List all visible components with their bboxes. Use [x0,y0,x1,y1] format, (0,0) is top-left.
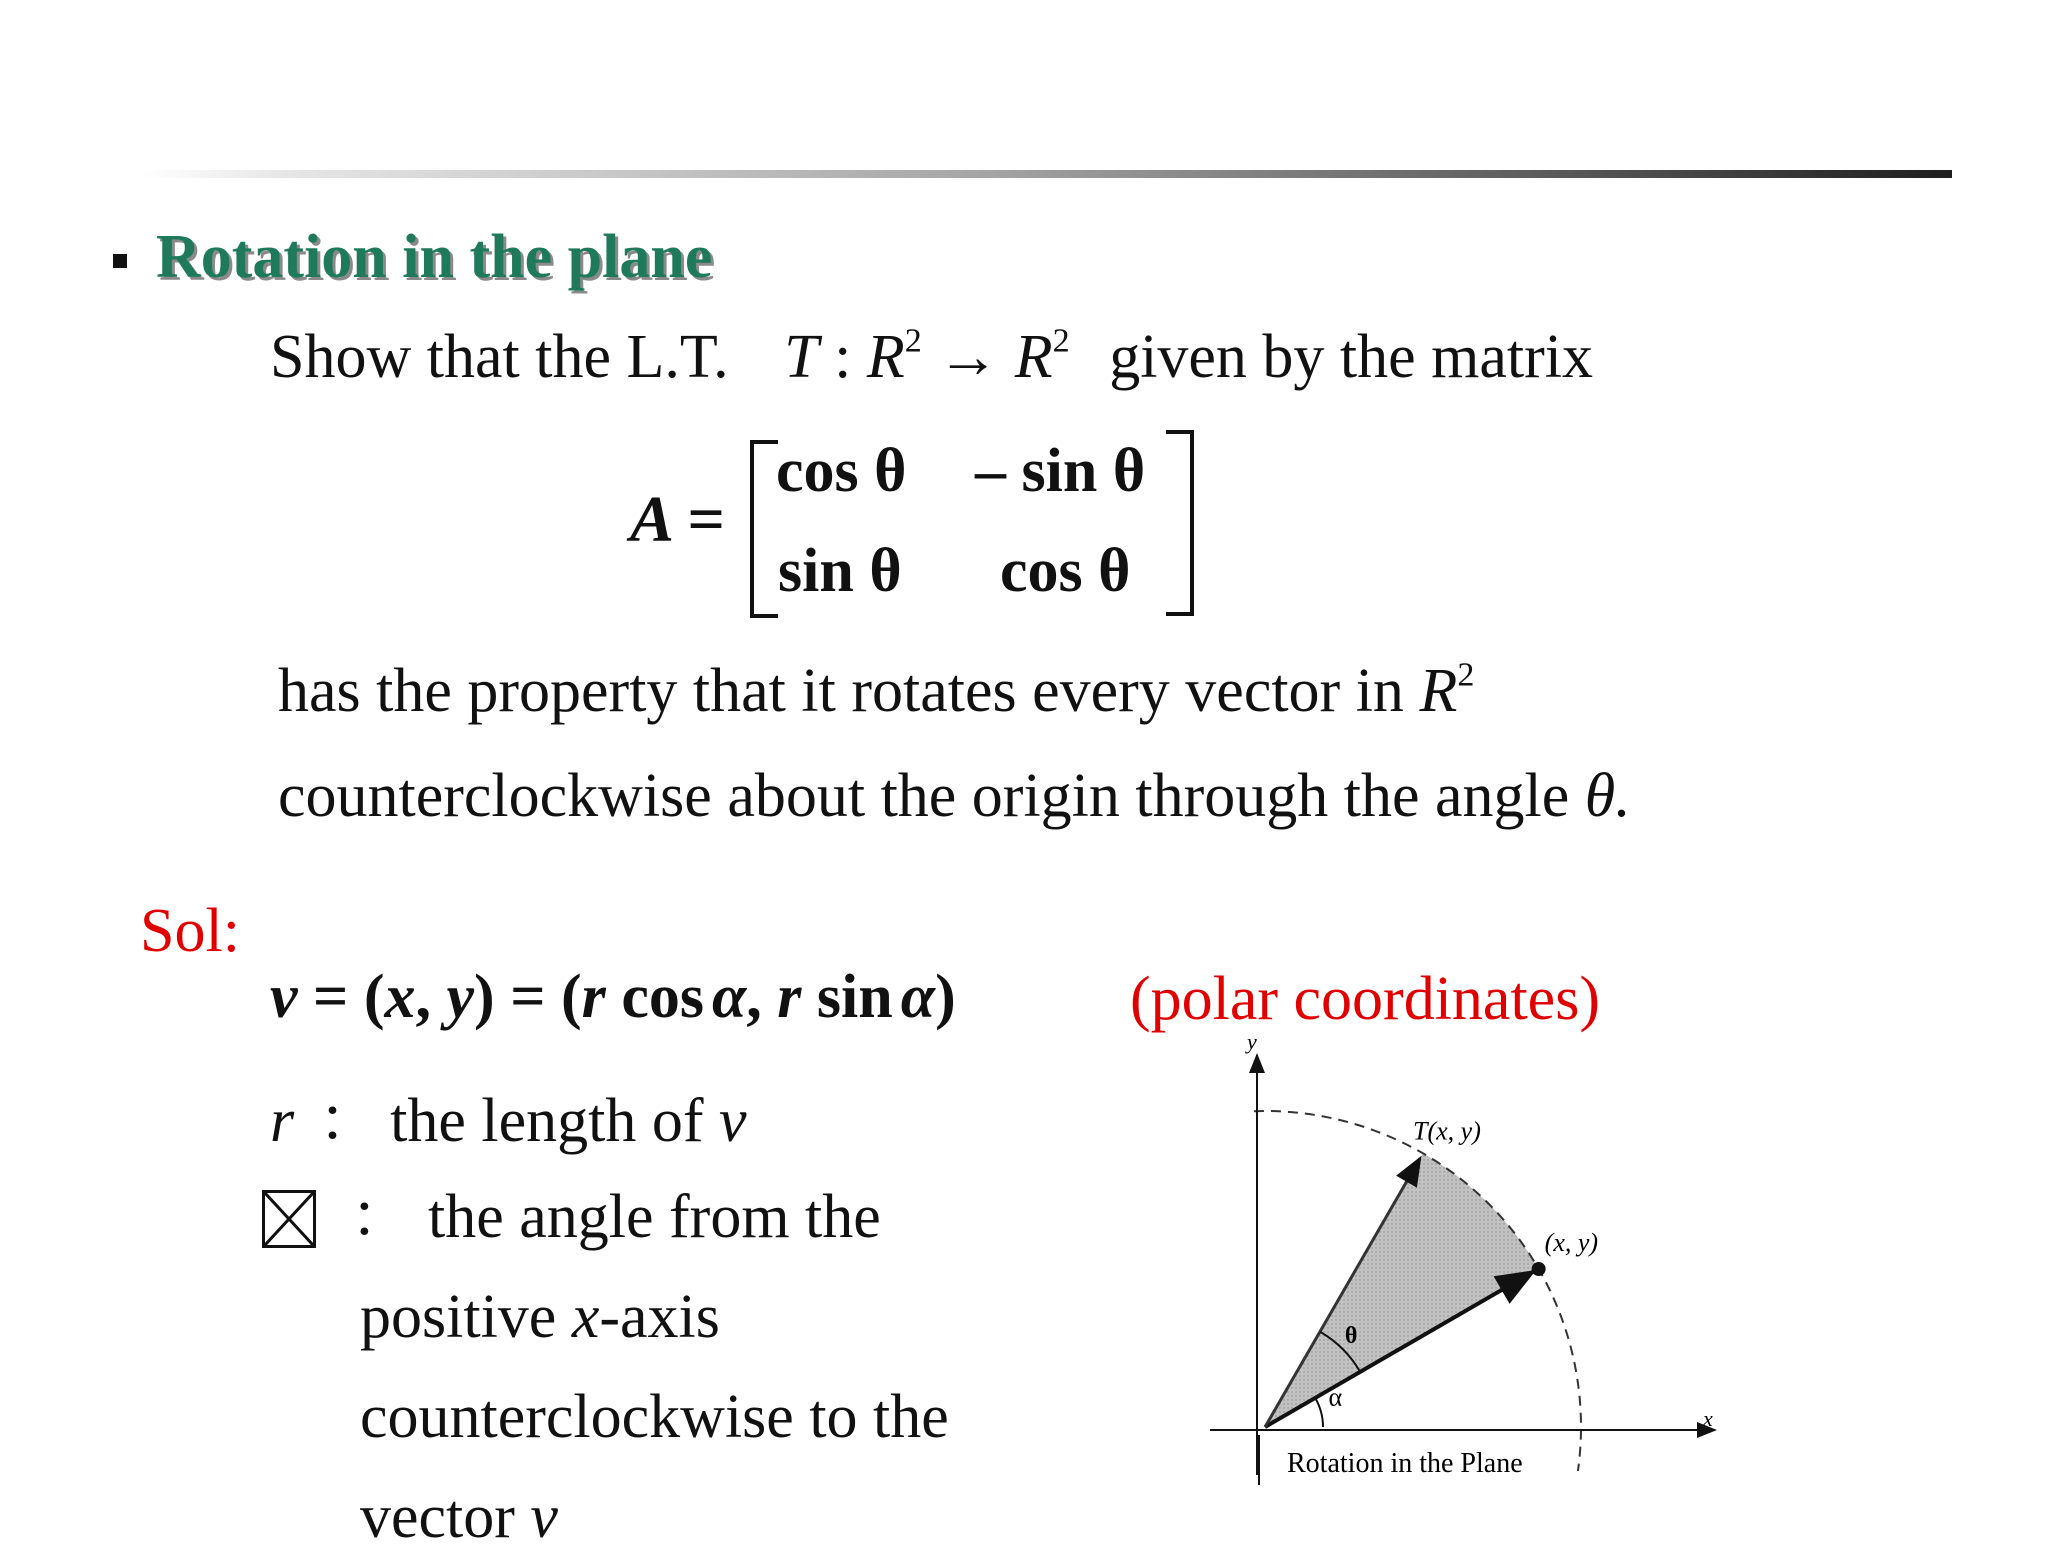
property-line-2-text: counterclockwise about the origin through the angle [278,762,1585,830]
matrix-cell-r2c1: sin θ [778,537,902,605]
def-alpha-colon: ： [350,1183,413,1251]
eq-v: v [270,963,298,1031]
point-v-dot [1532,1262,1546,1276]
def-r-line [270,1087,747,1155]
matrix-left-bracket [750,440,778,618]
intro-suffix: given by the matrix [1109,323,1594,391]
eq-cos: cos [605,963,704,1031]
property-line-2 [278,762,1631,830]
matrix-right-bracket [1166,430,1194,616]
def-alpha-line-4 [360,1483,558,1551]
map-colon: : [818,323,867,391]
def-alpha-text-4-prefix: vector [360,1483,531,1551]
property-line-1-text: has the property that it rotates every vector in [278,657,1420,725]
eq-sin: sin [801,963,893,1031]
property-theta: θ. [1584,762,1631,830]
matrix-cell-r1c2: – sin θ [975,437,1146,505]
theta-label: θ [1344,1322,1358,1349]
eq-eq2: ) = ( [474,963,582,1031]
eq-eq1: = ( [297,963,385,1031]
alpha-angle-arc [1315,1398,1323,1427]
intro-prefix: Show that the L.T. [270,323,729,391]
eq-comma2: , [746,963,778,1031]
def-alpha-text-1: the angle from the [428,1183,881,1251]
def-alpha-text-2-x: x [571,1283,600,1351]
map-codomain-exp: 2 [1052,322,1070,360]
y-axis-label: y [1247,1035,1257,1054]
matrix-label: A = [630,483,725,556]
property-R: R [1419,657,1458,725]
def-r-text-v: v [719,1087,747,1155]
map-arrow: → [921,323,1015,391]
def-r-colon: ： [318,1087,381,1155]
sol-label: Sol: [140,897,240,965]
def-alpha-text-2-prefix: positive [360,1283,572,1351]
eq-alpha2: α [900,963,936,1031]
eq-x: x [384,963,416,1031]
eq-y: y [446,963,475,1031]
property-R-exp: 2 [1457,656,1475,694]
point-v-label: (x, y) [1544,1228,1599,1257]
polar-note: (polar coordinates) [1130,965,1600,1033]
bullet-square-icon [113,254,127,268]
matrix-cell-r2c2: cos θ [1000,537,1131,605]
missing-glyph-box-icon [262,1190,316,1248]
property-line-1 [278,656,1475,725]
matrix-cell-r1c1: cos θ [776,437,907,505]
def-alpha-text-2-suffix: -axis [599,1283,720,1351]
def-alpha-line-3: counterclockwise to the [360,1383,949,1451]
slide-title: Rotation in the plane [156,223,713,291]
eq-r2: r [777,963,802,1031]
point-T-label: T(x, y) [1413,1116,1481,1146]
rotation-figure [1195,1035,1735,1495]
def-r-text: the length of [390,1087,720,1155]
eq-alpha1: α [711,963,747,1031]
figure-caption: Rotation in the Plane [1287,1448,1523,1479]
map-T: T [784,323,819,391]
polar-equation [270,963,956,1031]
title-divider-rule [142,170,1952,178]
map-domain-exp: 2 [904,322,922,360]
map-domain-R: R [866,323,905,391]
def-r-symbol: r [270,1087,295,1155]
x-axis-label: x [1703,1406,1713,1431]
alpha-label: α [1328,1382,1343,1412]
def-alpha-line-1 [350,1183,881,1251]
intro-line [270,322,1594,391]
def-alpha-line-2 [360,1283,720,1351]
map-codomain-R: R [1014,323,1053,391]
eq-comma1: , [415,963,447,1031]
def-alpha-text-4-v: v [530,1483,558,1551]
eq-close: ) [935,963,956,1031]
eq-r1: r [581,963,606,1031]
